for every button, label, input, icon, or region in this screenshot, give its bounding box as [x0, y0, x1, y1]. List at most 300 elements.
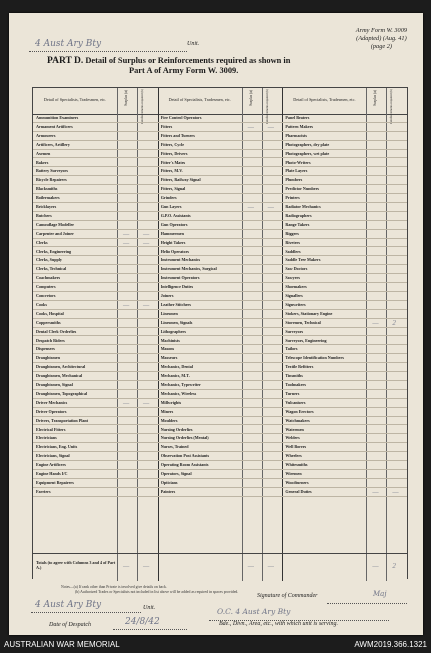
table-row	[282, 301, 407, 310]
table-row	[158, 372, 283, 381]
table-row	[282, 363, 407, 372]
table-row	[282, 194, 407, 203]
trade-name: Woodturners	[285, 479, 309, 485]
header-reinforcements: Reinforcements required (b)	[389, 89, 394, 125]
table-row	[33, 194, 158, 203]
table-row	[158, 363, 283, 372]
table-row	[158, 345, 283, 354]
archive-caption	[0, 637, 431, 653]
trade-name: Wagon Erectors	[285, 408, 314, 414]
trade-name: Engine Artificers	[36, 462, 66, 468]
trade-name: Driver Mechanics	[36, 399, 68, 405]
entry-surplus: —	[123, 300, 130, 309]
signature-label: Signature of Commander	[257, 593, 318, 599]
table-row	[33, 443, 158, 452]
table-row	[282, 283, 407, 292]
trade-name: Coachmakers	[36, 275, 61, 281]
table-row	[158, 274, 283, 283]
table-row	[33, 265, 158, 274]
trade-name: Clerks, Supply	[36, 257, 62, 263]
entry-reinforcements: —	[392, 487, 399, 496]
date-handwriting: 24/8/42	[125, 617, 160, 627]
trade-name: Predictor Numbers	[285, 186, 320, 192]
trade-name: Dispensers	[36, 346, 55, 352]
trade-name: Printers	[285, 195, 300, 201]
footer-unit-line	[31, 611, 141, 613]
table-row	[158, 434, 283, 443]
table-row	[33, 301, 158, 310]
table-row	[282, 443, 407, 452]
table-row	[282, 337, 407, 346]
trade-name: Wiremen	[285, 471, 302, 476]
trade-name: Nursing Orderlies (Mental)	[160, 435, 209, 441]
table-row	[158, 167, 283, 176]
entry-reinforcements: 2	[392, 318, 396, 327]
table-row	[282, 141, 407, 150]
trade-name: Sawyers	[285, 275, 300, 281]
table-row	[282, 434, 407, 443]
table-row	[282, 488, 407, 497]
title-line-1: Detail of Surplus or Reinforcements required as shown in	[85, 56, 291, 65]
trade-name: Shoemakers	[285, 284, 307, 290]
trade-name: Fitters and Turners	[160, 132, 195, 138]
trade-name: Plate Layers	[285, 168, 308, 174]
table-row	[282, 381, 407, 390]
table-row	[282, 114, 407, 123]
table-row	[282, 221, 407, 230]
table-row	[282, 345, 407, 354]
trade-name: Linesmen, Signals	[160, 319, 193, 325]
trade-name: Farriers	[36, 488, 51, 494]
trade-name: Vulcanisers	[285, 399, 306, 405]
note-a: Notes—(a) If rank other than Private is involved give details on back.	[61, 585, 167, 589]
table-row	[282, 265, 407, 274]
table-row	[158, 150, 283, 159]
trade-name: Cooks, Hospital	[36, 310, 64, 316]
trade-name: Surveyors, Engineering	[285, 337, 327, 343]
group-divider	[158, 554, 159, 581]
date-line	[113, 628, 187, 630]
header-reinforcements: Reinforcements required (b)	[140, 89, 144, 125]
trade-name: Electricians, Signal	[36, 453, 70, 459]
trade-name: Photographers, wet plate	[285, 150, 330, 156]
trade-name: Plumbers	[285, 177, 303, 183]
trade-name: Fitters, M.V.	[160, 168, 183, 174]
column-divider	[366, 554, 367, 581]
table-row	[33, 328, 158, 337]
trade-name: Draughtsmen, Mechanical	[36, 373, 83, 379]
trade-name: Draughtsmen, Topographical	[36, 390, 88, 396]
table-row	[33, 488, 158, 497]
table-row	[282, 372, 407, 381]
totals-row	[33, 553, 407, 581]
table-row	[282, 132, 407, 141]
table-row	[158, 159, 283, 168]
entry-reinforcements: —	[267, 203, 274, 211]
trade-name: Drivers, Transportation Plant	[36, 417, 89, 423]
trade-name: Concretors	[36, 293, 56, 298]
form-page	[9, 13, 423, 635]
table-row	[33, 417, 158, 426]
table-row	[33, 114, 158, 123]
trade-name: Instrument Operators	[160, 275, 200, 281]
table-row	[33, 159, 158, 168]
trade-name: Radiator Mechanics	[285, 204, 321, 209]
table-row	[33, 381, 158, 390]
trade-name: Welders	[285, 435, 300, 441]
table-row	[158, 265, 283, 274]
trade-name: Fitters, Drivers	[160, 150, 188, 156]
table-row	[282, 417, 407, 426]
trade-name: Artificers, Artillery	[36, 141, 70, 147]
trade-name: Draughtsmen, Signal	[36, 382, 73, 387]
table-row	[33, 470, 158, 479]
trade-name: Carpenter and Joiner	[36, 230, 74, 236]
trade-name: Linesmen	[160, 310, 178, 316]
table-row	[33, 390, 158, 399]
table-row	[282, 274, 407, 283]
table-row	[158, 248, 283, 257]
table-row	[158, 194, 283, 203]
trade-name: Fitters	[160, 123, 173, 129]
entry-surplus: —	[123, 238, 130, 247]
table-row	[158, 319, 283, 328]
table-row	[282, 256, 407, 265]
form-ref-line: (Adapted) (Aug. 41)	[356, 35, 407, 42]
trade-name: Painters	[160, 488, 176, 494]
table-row	[33, 167, 158, 176]
table-row	[282, 248, 407, 257]
trade-name: Masseurs	[160, 355, 178, 361]
trade-name: Photographers, dry plate	[285, 141, 330, 147]
trade-name: Moulders	[160, 417, 178, 423]
table-row	[33, 212, 158, 221]
trade-name: Machinists	[160, 337, 180, 343]
table-row	[33, 256, 158, 265]
trade-name: General Duties	[285, 488, 312, 494]
table-row	[33, 132, 158, 141]
table-row	[158, 203, 283, 212]
signature-line	[327, 602, 407, 604]
table-row	[33, 176, 158, 185]
table-row	[158, 417, 283, 426]
total-reinforcements: —	[267, 562, 274, 570]
table-row	[158, 132, 283, 141]
trade-name: Fitter's Mates	[160, 159, 186, 165]
table-row	[158, 212, 283, 221]
trade-name: Boilermakers	[36, 195, 60, 201]
column-divider	[137, 554, 138, 581]
trade-name: Observation Post Assistants	[160, 453, 210, 459]
table-row	[282, 159, 407, 168]
trade-name: Instrument Mechanics	[160, 257, 201, 263]
table-row	[158, 239, 283, 248]
table-row	[33, 372, 158, 381]
trade-name: Saddle Tree Makers	[285, 257, 321, 263]
trade-name: Riveters	[285, 239, 300, 245]
table-row	[158, 123, 283, 132]
table-row	[158, 292, 283, 301]
table-row	[33, 230, 158, 239]
table-row	[158, 443, 283, 452]
trade-name: Intelligence Duties	[160, 284, 194, 290]
trade-name: Equipment Repairers	[36, 479, 74, 485]
trade-name: Toolmakers	[285, 382, 306, 387]
table-row	[158, 221, 283, 230]
table-row	[282, 230, 407, 239]
caption-source: AUSTRALIAN WAR MEMORIAL	[4, 640, 120, 649]
trade-name: Photo-Writers	[285, 159, 311, 165]
part-title	[47, 56, 397, 76]
table-row	[282, 319, 407, 328]
trade-name: Nurses, Trained	[160, 444, 189, 450]
trade-name: Hammermen	[160, 230, 184, 236]
trade-name: Draughtsmen, Architectural	[36, 364, 86, 370]
header-reinforcements: Reinforcements required (b)	[264, 89, 269, 125]
trade-name: Fitters, Signal	[160, 186, 186, 192]
table-row	[158, 185, 283, 194]
trade-name: Camouflage Modeller	[36, 221, 75, 227]
table-row	[33, 408, 158, 417]
table-row	[33, 452, 158, 461]
table-row	[158, 301, 283, 310]
table-row	[33, 292, 158, 301]
table-row	[33, 310, 158, 319]
trade-name: Engine Hands I/C	[36, 471, 68, 476]
trade-name: Grinders	[160, 195, 177, 201]
trade-name: Fitters, Railway Signal	[160, 177, 201, 183]
bde-handwriting: O.C. 4 Aust Ary Bty	[217, 607, 291, 616]
table-row	[158, 354, 283, 363]
table-row	[33, 203, 158, 212]
trade-name: Gun Operators	[160, 221, 188, 227]
table-row	[282, 452, 407, 461]
trade-name: Computers	[36, 284, 56, 290]
total-surplus: —	[372, 562, 379, 570]
table-row	[158, 408, 283, 417]
trade-name: Operating Room Assistants	[160, 462, 209, 468]
group-divider	[282, 554, 283, 581]
trade-name: Tailors	[285, 346, 298, 352]
trade-name: Armament Artificers	[36, 123, 73, 129]
table-row	[33, 479, 158, 488]
trade-name: Signallers	[285, 293, 303, 298]
total-reinforcements: —	[143, 562, 150, 570]
table-row	[33, 248, 158, 257]
entry-surplus: —	[372, 487, 379, 496]
total-surplus: —	[123, 562, 130, 570]
table-row	[33, 426, 158, 435]
specialists-table	[32, 87, 408, 579]
footer-unit-handwriting: 4 Aust Ary Bty	[35, 600, 102, 610]
trade-name: Draughtsmen	[36, 355, 60, 361]
date-label: Date of Despatch	[49, 622, 91, 628]
trade-name: Watchmakers	[285, 417, 310, 423]
trade-name: Height Takers	[160, 239, 186, 245]
trade-name: Driver Operators	[36, 408, 67, 414]
trade-name: G.P.O. Assistants	[160, 212, 191, 218]
entry-reinforcements: —	[143, 300, 150, 309]
trade-name: Leather Stitchers	[160, 301, 191, 307]
table-row	[33, 274, 158, 283]
trade-name: Wheelers	[285, 453, 302, 459]
trade-name: Opticians	[160, 479, 178, 485]
header-surplus: Surplus (a)	[248, 90, 253, 106]
table-row	[158, 230, 283, 239]
trade-name: Radiographers	[285, 212, 312, 218]
table-row	[33, 185, 158, 194]
trade-name: Saddlers	[285, 248, 301, 254]
table-row	[33, 221, 158, 230]
table-row	[158, 141, 283, 150]
trade-name: Clerks, Engineering	[36, 248, 72, 254]
table-row	[282, 150, 407, 159]
trade-name: Millwrights	[160, 399, 182, 405]
trade-name: Signwriters	[285, 301, 306, 307]
table-row	[282, 328, 407, 337]
table-row	[158, 310, 283, 319]
trade-name: Mechanics, M.T.	[160, 373, 190, 379]
table-row	[158, 470, 283, 479]
header-detail: Detail of Specialists, Tradesmen, etc.	[293, 97, 356, 102]
table-row	[158, 328, 283, 337]
table-row	[33, 399, 158, 408]
table-row	[282, 203, 407, 212]
trade-name: Operators, Signal	[160, 471, 192, 476]
form-ref-line: (page 2)	[370, 43, 392, 50]
table-row	[282, 167, 407, 176]
table-row	[282, 239, 407, 248]
form-ref-line: Army Form W. 3009	[355, 27, 407, 34]
trade-name: Helio Operators	[160, 248, 189, 254]
table-row	[158, 488, 283, 497]
trade-name: Range Takers	[285, 221, 310, 227]
entry-reinforcements: —	[143, 398, 150, 407]
header-surplus: Surplus (a)	[124, 90, 128, 106]
part-label: PART D.	[47, 56, 84, 66]
trade-name: Mechanics, Dental	[160, 364, 193, 370]
trade-name: Turners	[285, 390, 300, 396]
table-row	[282, 426, 407, 435]
trade-name: Tinsmiths	[285, 373, 303, 379]
trade-name: Stokers, Stationary Engine	[285, 310, 333, 316]
trade-name: Saw Doctors	[285, 266, 308, 272]
unit-handwriting: 4 Aust Ary Bty	[35, 39, 102, 49]
trade-name: Surveyors	[285, 328, 304, 334]
table-row	[282, 390, 407, 399]
table-row	[33, 123, 158, 132]
table-row	[158, 176, 283, 185]
trade-name: Storemen, Technical	[285, 319, 321, 325]
trade-name: Fitters, Cycle	[160, 141, 185, 147]
column-divider	[386, 554, 387, 581]
trade-name: Masons	[160, 346, 175, 352]
table-row	[33, 345, 158, 354]
trade-name: Lithographers	[160, 328, 186, 334]
header-detail: Detail of Specialists, Tradesmen, etc.	[168, 97, 231, 102]
trade-name: Whitesmiths	[285, 462, 308, 468]
trade-name: Ammunition Examiners	[36, 115, 79, 120]
column-divider	[242, 554, 243, 581]
table-row	[33, 141, 158, 150]
entry-surplus: —	[123, 398, 130, 407]
entry-surplus: —	[247, 122, 254, 131]
table-row	[282, 408, 407, 417]
column-divider	[262, 554, 263, 581]
table-row	[282, 123, 407, 132]
trade-name: Telescope Identification Numbers	[285, 355, 344, 361]
header-detail: Detail of Specialists, Tradesmen, etc.	[43, 97, 107, 102]
entry-reinforcements: —	[143, 238, 150, 247]
unit-label: Unit.	[187, 41, 200, 47]
trade-name: Nursing Orderlies	[160, 426, 193, 432]
trade-name: Pattern Makers	[285, 123, 314, 129]
table-row	[158, 381, 283, 390]
trade-name: Clerks	[36, 239, 48, 245]
table-row	[33, 283, 158, 292]
table-row	[282, 212, 407, 221]
trade-name: Fire Control Operators	[160, 115, 202, 120]
entry-reinforcements: —	[143, 229, 150, 238]
table-row	[282, 310, 407, 319]
entry-surplus: —	[123, 229, 130, 238]
table-row	[33, 150, 158, 159]
table-row	[158, 390, 283, 399]
trade-name: Joiners	[160, 293, 174, 298]
trade-name: Battery Surveyors	[36, 168, 68, 174]
table-row	[33, 434, 158, 443]
table-row	[282, 470, 407, 479]
caption-accession: AWM2019.366.1321	[354, 640, 427, 649]
table-row	[33, 337, 158, 346]
trade-name: Mechanics, Wireless	[160, 390, 197, 396]
trade-name: Electrical Fitters	[36, 426, 66, 432]
trade-name: Electricians, Eng. Units	[36, 444, 78, 450]
form-reference	[356, 27, 407, 51]
footer-unit-label: Unit.	[143, 605, 156, 611]
totals-label: Totals (to agree with Columns 3 and 4 of Part A.)	[36, 560, 116, 570]
column-divider	[117, 554, 118, 581]
table-row	[158, 461, 283, 470]
table-row	[33, 363, 158, 372]
entry-reinforcements: —	[267, 122, 274, 131]
trade-name: Bricklayers	[36, 204, 57, 209]
trade-name: Axemen	[36, 150, 51, 156]
trade-name: Riggers	[285, 230, 299, 236]
table-row	[158, 256, 283, 265]
table-row	[282, 399, 407, 408]
bde-label: Bde., Divn., Area, etc., with which unit is serving.	[219, 621, 338, 627]
trade-name: Despatch Riders	[36, 337, 65, 343]
trade-name: Clerks, Technical	[36, 266, 67, 272]
trade-name: Coppersmiths	[36, 319, 61, 325]
table-row	[33, 461, 158, 470]
title-line-2: Part A of Army Form W. 3009.	[129, 66, 239, 75]
trade-name: Dental Clerk Orderlies	[36, 328, 77, 334]
trade-name: Blacksmiths	[36, 186, 58, 192]
entry-surplus: —	[247, 203, 254, 211]
table-row	[282, 185, 407, 194]
note-b: (b) Authorized Trades or Specialists not included in list above will be added as required in spaces provided.	[75, 590, 239, 594]
trade-name: Miners	[160, 408, 174, 414]
trade-name: Mechanics, Typewriter	[160, 382, 201, 387]
table-row	[158, 452, 283, 461]
table-row	[158, 426, 283, 435]
trade-name: Butchers	[36, 212, 52, 218]
table-row	[33, 354, 158, 363]
trade-name: Textile Refitters	[285, 364, 314, 370]
table-row	[282, 354, 407, 363]
